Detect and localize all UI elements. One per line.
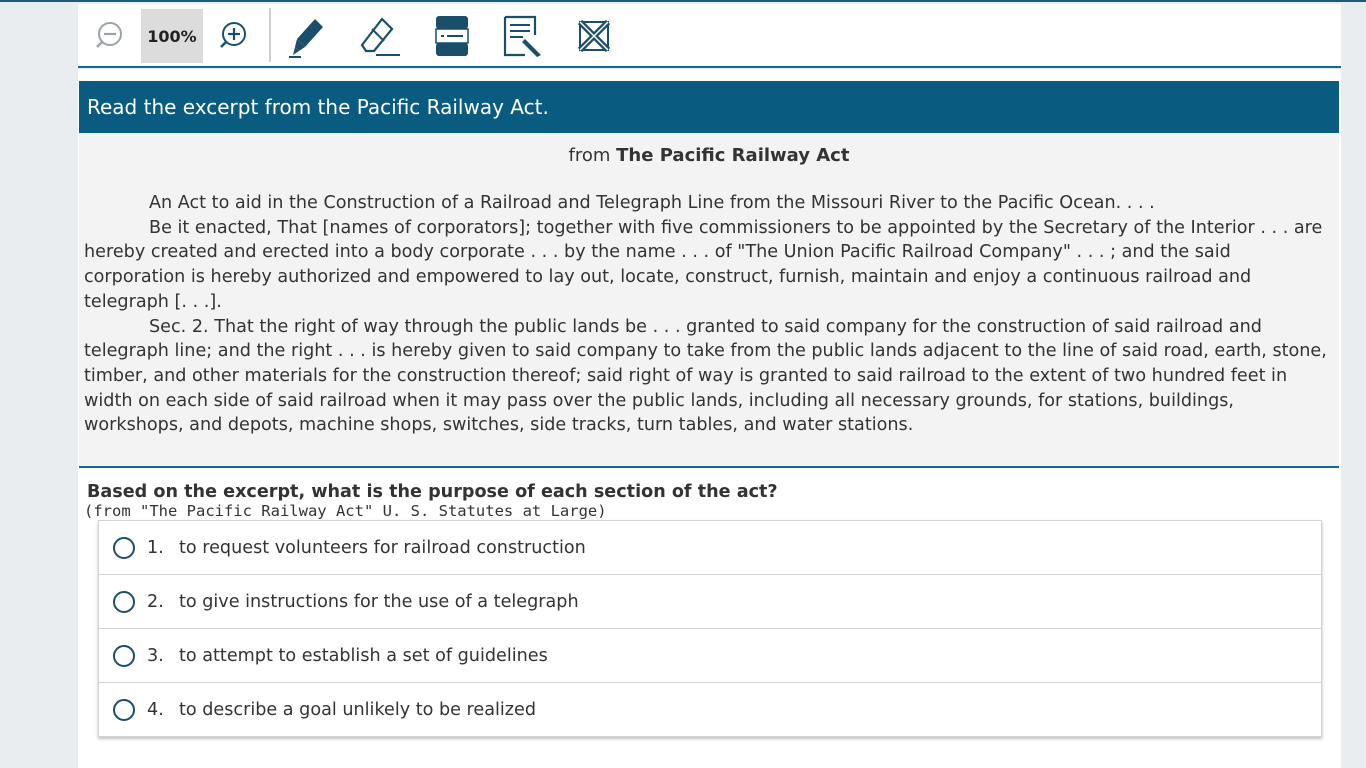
highlighter-icon: [285, 13, 331, 59]
choice-number: 3.: [147, 645, 164, 666]
answer-eliminator-button[interactable]: [570, 9, 618, 63]
radio-button-icon[interactable]: [113, 645, 135, 667]
eraser-icon: [358, 13, 404, 59]
notepad-icon: [501, 13, 545, 59]
choice-number: 1.: [147, 537, 164, 558]
radio-button-icon[interactable]: [113, 537, 135, 559]
passage-paragraph: An Act to aid in the Construction of a Railroad and Telegraph Line from the Missouri River to the Pacific Ocean. . . .: [149, 193, 1155, 213]
passage-header: Read the excerpt from the Pacific Railway Act.: [79, 81, 1339, 133]
answer-choice-1[interactable]: [99, 521, 1321, 575]
notepad-button[interactable]: [499, 9, 547, 63]
zoom-level-button[interactable]: 100%: [141, 9, 203, 63]
toolbar: [78, 4, 1341, 68]
radio-button-icon[interactable]: [113, 699, 135, 721]
line-reader-button[interactable]: [428, 9, 476, 63]
choice-text: to describe a goal unlikely to be realized: [179, 699, 537, 720]
choice-text: to attempt to establish a set of guidelines: [179, 645, 548, 666]
answer-choice-4[interactable]: [99, 683, 1321, 736]
passage-paragraph: Sec. 2. That the right of way through the public lands be . . . granted to said company for the construction of said railroad and telegraph line; and the right . . . is hereby given to said company to take from the public lands adjacent to the line of said road, earth, stone, timber, and other materials for the construction thereof; said right of way is granted to said railroad to the extent of two hundred feet in width on each side of said railroad when it may pass over the public lands, including all necessary grounds, for stations, buildings, workshops, and depots, machine shops, switches, side tracks, turn tables, and water stations.: [84, 316, 1327, 436]
answer-choice-2[interactable]: [99, 575, 1321, 629]
zoom-in-button[interactable]: [214, 9, 254, 63]
radio-button-icon[interactable]: [113, 591, 135, 613]
passage-paragraph: Be it enacted, That [names of corporators]; together with five commissioners to be appointed by the Secretary of the Interior . . . are hereby created and erected into a body corporate . . . by the name . . . of "The Union Pacific Railroad Company" . . . ; and the said corporation is hereby authorized and empowered to lay out, locate, construct, furnish, maintain and enjoy a continuous railroad and telegraph [. . .].: [84, 217, 1323, 312]
answer-eliminator-icon: [576, 18, 612, 54]
passage-citation: (from "The Pacific Railway Act" U. S. Statutes at Large): [84, 502, 607, 520]
choice-number: 2.: [147, 591, 164, 612]
line-reader-icon: [432, 14, 472, 58]
top-border: [0, 0, 1366, 2]
choice-text: to request volunteers for railroad construction: [179, 537, 586, 558]
source-title-bold: The Pacific Railway Act: [616, 145, 850, 166]
highlighter-button[interactable]: [284, 9, 332, 63]
question-prompt: Based on the excerpt, what is the purpose of each section of the act?: [87, 482, 778, 502]
choice-number: 4.: [147, 699, 164, 720]
zoom-out-icon: [94, 20, 126, 52]
passage-body: [84, 191, 1337, 438]
eraser-button[interactable]: [357, 9, 405, 63]
answer-choices: [98, 520, 1322, 737]
toolbar-separator: [269, 8, 271, 62]
zoom-out-button[interactable]: [90, 9, 130, 63]
source-title: [79, 145, 1339, 166]
choice-text: to give instructions for the use of a telegraph: [179, 591, 579, 612]
answer-choice-3[interactable]: [99, 629, 1321, 683]
source-prefix: from: [568, 145, 611, 166]
test-content: [78, 69, 1341, 768]
zoom-in-icon: [218, 20, 250, 52]
